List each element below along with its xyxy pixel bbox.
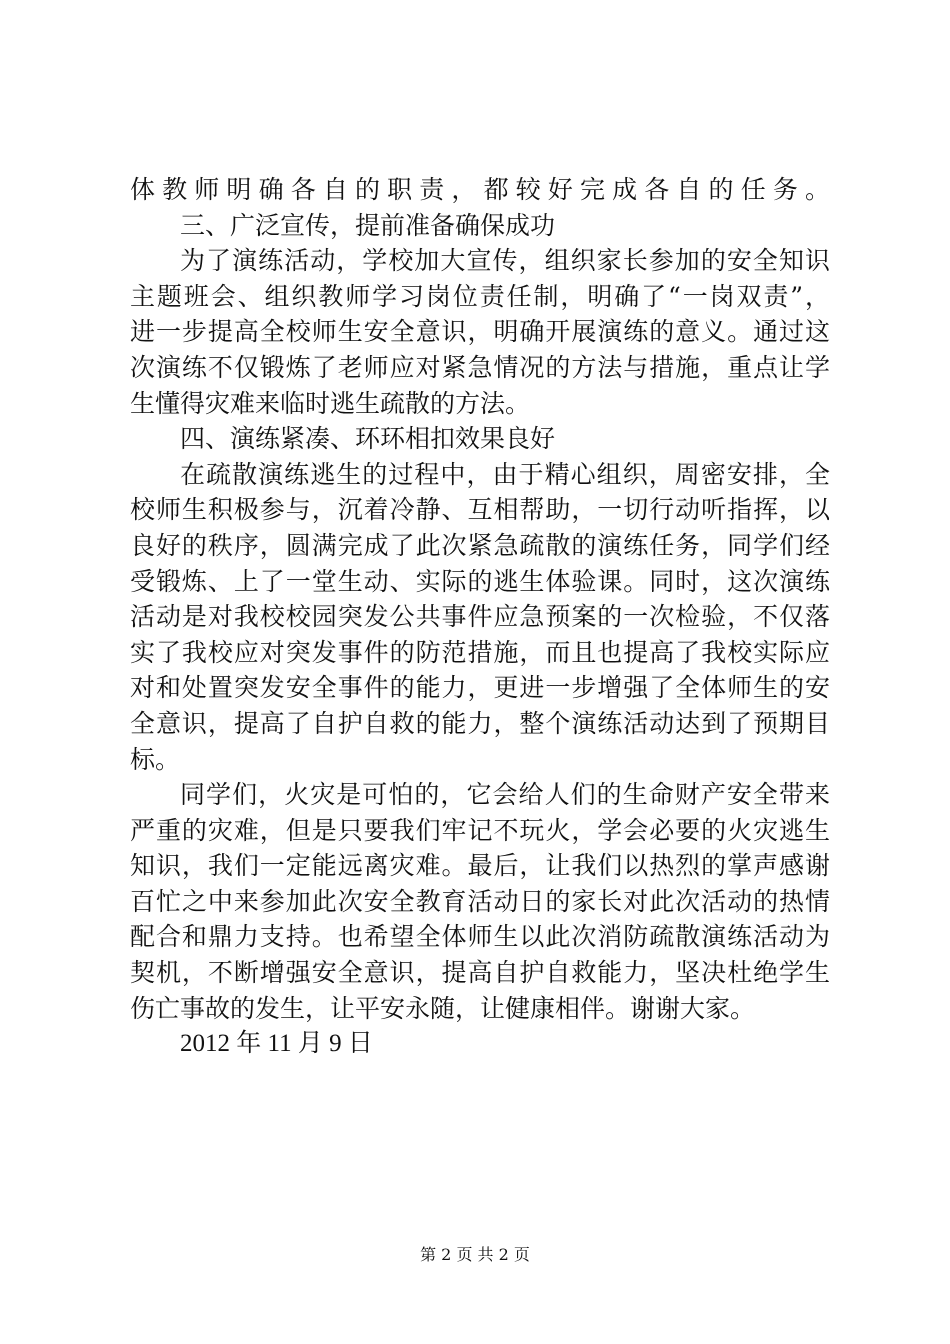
text-line: 对和处置突发安全事件的能力，更进一步增强了全体师生的安 bbox=[130, 673, 830, 703]
text-line: 进一步提高全校师生安全意识，明确开展演练的意义。通过这 bbox=[130, 317, 830, 347]
page-footer bbox=[0, 1244, 950, 1266]
text-line: 严重的灾难，但是只要我们牢记不玩火，学会必要的火灾逃生 bbox=[130, 815, 830, 845]
text-line: 配合和鼎力支持。也希望全体师生以此次消防疏散演练活动为 bbox=[130, 922, 830, 952]
page-number: 第 2 页 共 2 页 bbox=[420, 1245, 530, 1264]
text-line: 次演练不仅锻炼了老师应对紧急情况的方法与措施，重点让学 bbox=[130, 352, 830, 382]
text-line: 主题班会、组织教师学习岗位责任制，明确了“一岗双责”， bbox=[130, 281, 830, 311]
section-heading-4: 四、演练紧凑、环环相扣效果良好 bbox=[180, 424, 556, 454]
document-body bbox=[130, 172, 830, 1062]
document-date: 2012 年 11 月 9 日 bbox=[180, 1030, 373, 1058]
text-line: 为了演练活动，学校加大宣传，组织家长参加的安全知识 bbox=[180, 246, 830, 276]
text-line: 在疏散演练逃生的过程中，由于精心组织，周密安排，全 bbox=[180, 459, 830, 489]
text-line: 全意识，提高了自护自救的能力，整个演练活动达到了预期目 bbox=[130, 708, 830, 738]
text-line: 体教师明确各自的职责，都较好完成各自的任务。 bbox=[130, 175, 830, 204]
text-line: 活动是对我校校园突发公共事件应急预案的一次检验，不仅落 bbox=[130, 602, 830, 632]
text-line: 同学们，火灾是可怕的，它会给人们的生命财产安全带来 bbox=[180, 780, 830, 810]
text-line: 受锻炼、上了一堂生动、实际的逃生体验课。同时，这次演练 bbox=[130, 566, 830, 596]
text-line: 契机，不断增强安全意识，提高自护自救能力，坚决杜绝学生 bbox=[130, 958, 830, 988]
section-heading-3: 三、广泛宣传，提前准备确保成功 bbox=[180, 210, 556, 240]
text-line: 生懂得灾难来临时逃生疏散的方法。 bbox=[130, 388, 531, 418]
text-line: 知识，我们一定能远离灾难。最后，让我们以热烈的掌声感谢 bbox=[130, 851, 830, 881]
text-line: 良好的秩序，圆满完成了此次紧急疏散的演练任务，同学们经 bbox=[130, 530, 830, 560]
text-line: 实了我校应对突发事件的防范措施，而且也提高了我校实际应 bbox=[130, 637, 830, 667]
text-line: 百忙之中来参加此次安全教育活动日的家长对此次活动的热情 bbox=[130, 886, 830, 916]
text-line: 校师生积极参与，沉着冷静、互相帮助，一切行动听指挥，以 bbox=[130, 495, 830, 525]
text-line: 伤亡事故的发生，让平安永随，让健康相伴。谢谢大家。 bbox=[130, 993, 756, 1023]
text-line: 标。 bbox=[130, 744, 181, 774]
